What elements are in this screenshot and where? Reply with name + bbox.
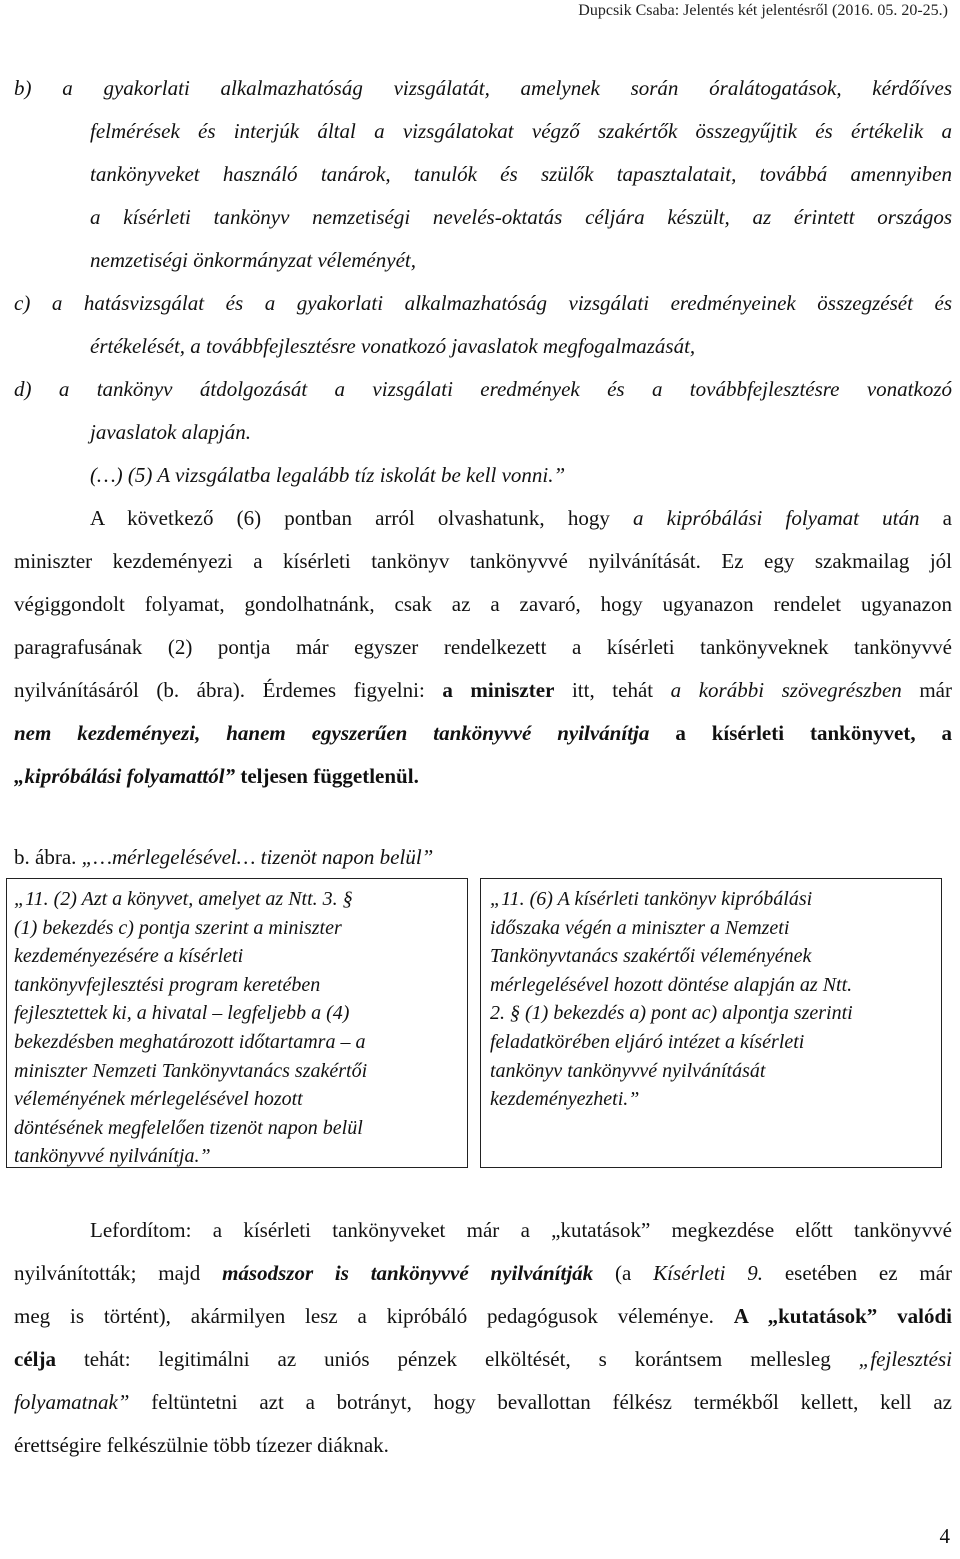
quote-line: fejlesztettek ki, a hivatal – legfeljebb a (4) — [14, 1002, 350, 1025]
emphasis: a kipróbálási folyamat után — [633, 506, 920, 530]
list-item-b-line: b) a gyakorlati alkalmazhatóság vizsgálatát, amelynek során óralátogatások, kérdőíves — [14, 76, 952, 100]
paragraph-line: Lefordítom: a kísérleti tankönyveket már a „kutatások” megkezdése előtt tankönyvvé — [90, 1218, 952, 1242]
text: itt, tehát — [571, 678, 654, 702]
quote-line: tankönyvfejlesztési program keretében — [14, 973, 321, 996]
quote-tail: (…) (5) A vizsgálatba legalább tíz iskolát be kell vonni.” — [90, 463, 566, 487]
text: feltüntetni azt a botrányt, hogy bevallottan félkész termékből kellett, kell az — [151, 1390, 952, 1414]
quote-line: 2. § (1) bekezdés a) pont ac) alpontja szerinti — [490, 1002, 853, 1025]
bold-text: teljesen függetlenül. — [240, 764, 419, 788]
figure-caption — [14, 843, 952, 871]
quote-line: kezdeményezheti.” — [490, 1088, 640, 1111]
quote-line: mérlegelésével hozott döntése alapján az Ntt. — [490, 973, 853, 996]
paragraph-line — [90, 504, 952, 532]
quote-line: „11. (2) Azt a könyvet, amelyet az Ntt. 3. § — [14, 888, 353, 910]
paragraph-line — [14, 762, 952, 790]
list-item-b-line: nemzetiségi önkormányzat véleményét, — [90, 248, 416, 272]
list-item-c-line: c) a hatásvizsgálat és a gyakorlati alkalmazhatóság vizsgálati eredményeinek összegzését és — [14, 291, 952, 315]
paragraph-line — [14, 1302, 952, 1330]
text: tehát: legitimálni az uniós pénzek elköltését, s korántsem mellesleg — [83, 1347, 831, 1371]
paragraph-line: érettségire felkészülnie több tízezer diáknak. — [14, 1433, 389, 1457]
text: (a — [615, 1261, 632, 1285]
bold-text: a kísérleti tankönyvet, a — [675, 721, 953, 745]
list-item-b-line: tankönyveket használó tanárok, tanulók és szülők tapasztalatait, továbbá amennyiben — [90, 162, 952, 186]
quote-line: feladatkörében eljáró intézet a kísérleti — [490, 1031, 805, 1053]
bold-text: a miniszter — [442, 678, 555, 702]
text: már — [919, 678, 952, 702]
list-item-d-line: d) a tankönyv átdolgozását a vizsgálati eredmények és a továbbfejlesztésre vonatkozó — [14, 377, 952, 401]
quote-line: „11. (6) A kísérleti tankönyv kipróbálási — [490, 888, 813, 910]
text: A következő (6) pontban arról olvashatunk, hogy — [90, 506, 610, 530]
text: nyilvánításáról (b. ábra). Érdemes figyelni: — [14, 678, 425, 702]
bold-emphasis: „kipróbálási folyamattól” — [14, 764, 236, 788]
bold-emphasis: nem kezdeményezi, hanem egyszerűen tankönyvvé nyilvánítja — [14, 721, 650, 745]
text: a — [942, 506, 952, 530]
caption-title: „…mérlegelésével… tizenöt napon belül” — [81, 845, 434, 869]
emphasis: folyamatnak” — [14, 1390, 130, 1414]
bold-emphasis: másodszor is tankönyvvé nyilvánítják — [222, 1261, 594, 1285]
running-header: Dupcsik Csaba: Jelentés két jelentésről (2016. 05. 20-25.) — [578, 2, 948, 19]
text: esetében ez már — [784, 1261, 953, 1285]
quote-line: döntésének megfelelően tizenöt napon belül — [14, 1116, 363, 1139]
paragraph-line — [14, 1388, 952, 1416]
list-item-b-line: felmérések és interjúk által a vizsgálatokat végző szakértők összegyűjtik és értékelik a — [90, 119, 952, 143]
emphasis: Kísérleti 9. — [653, 1261, 764, 1285]
paragraph-line: paragrafusának (2) pontja már egyszer rendelkezett a kísérleti tankönyveknek tankönyvvé — [14, 635, 952, 659]
quote-line: tankönyvvé nyilvánítja.” — [14, 1145, 211, 1168]
quote-line: kezdeményezésére a kísérleti — [14, 945, 244, 968]
emphasis: „fejlesztési — [858, 1347, 953, 1371]
page-number: 4 — [939, 1524, 950, 1548]
list-item-d-line: javaslatok alapján. — [90, 420, 251, 444]
paragraph-line — [14, 676, 952, 704]
paragraph-line — [14, 1345, 952, 1373]
paragraph-line: miniszter kezdeményezi a kísérleti tankönyv tankönyvvé nyilvánítását. Ez egy szakmailag jól — [14, 549, 952, 573]
bold-text: A „kutatások” valódi — [733, 1304, 952, 1328]
paragraph-line — [14, 719, 952, 747]
paragraph-line: végiggondolt folyamat, gondolhatnánk, csak az a zavaró, hogy ugyanazon rendelet ugyanazon — [14, 592, 952, 616]
bold-text: célja — [14, 1347, 56, 1371]
quote-line: véleményének mérlegelésével hozott — [14, 1088, 303, 1111]
text: meg is történt), akármilyen lesz a kipróbáló pedagógusok véleménye. — [14, 1304, 714, 1328]
quote-line: Tankönyvtanács szakértői véleményének — [490, 945, 812, 968]
quote-line: bekezdésben meghatározott időtartamra – a — [14, 1031, 366, 1053]
quote-line: (1) bekezdés c) pontja szerint a miniszter — [14, 916, 342, 939]
caption-label: b. ábra. — [14, 845, 77, 869]
quote-line: miniszter Nemzeti Tankönyvtanács szakértői — [14, 1059, 368, 1082]
paragraph-line — [14, 1259, 952, 1287]
list-item-b-line: a kísérleti tankönyv nemzetiségi nevelés-oktatás céljára készült, az érintett országos — [90, 205, 952, 229]
emphasis: a korábbi szövegrészben — [670, 678, 902, 702]
quote-line: tankönyv tankönyvvé nyilvánítását — [490, 1059, 766, 1082]
list-item-c-line: értékelését, a továbbfejlesztésre vonatkozó javaslatok megfogalmazását, — [90, 334, 696, 358]
quote-line: időszaka végén a miniszter a Nemzeti — [490, 916, 790, 939]
text: nyilvánították; majd — [14, 1261, 201, 1285]
